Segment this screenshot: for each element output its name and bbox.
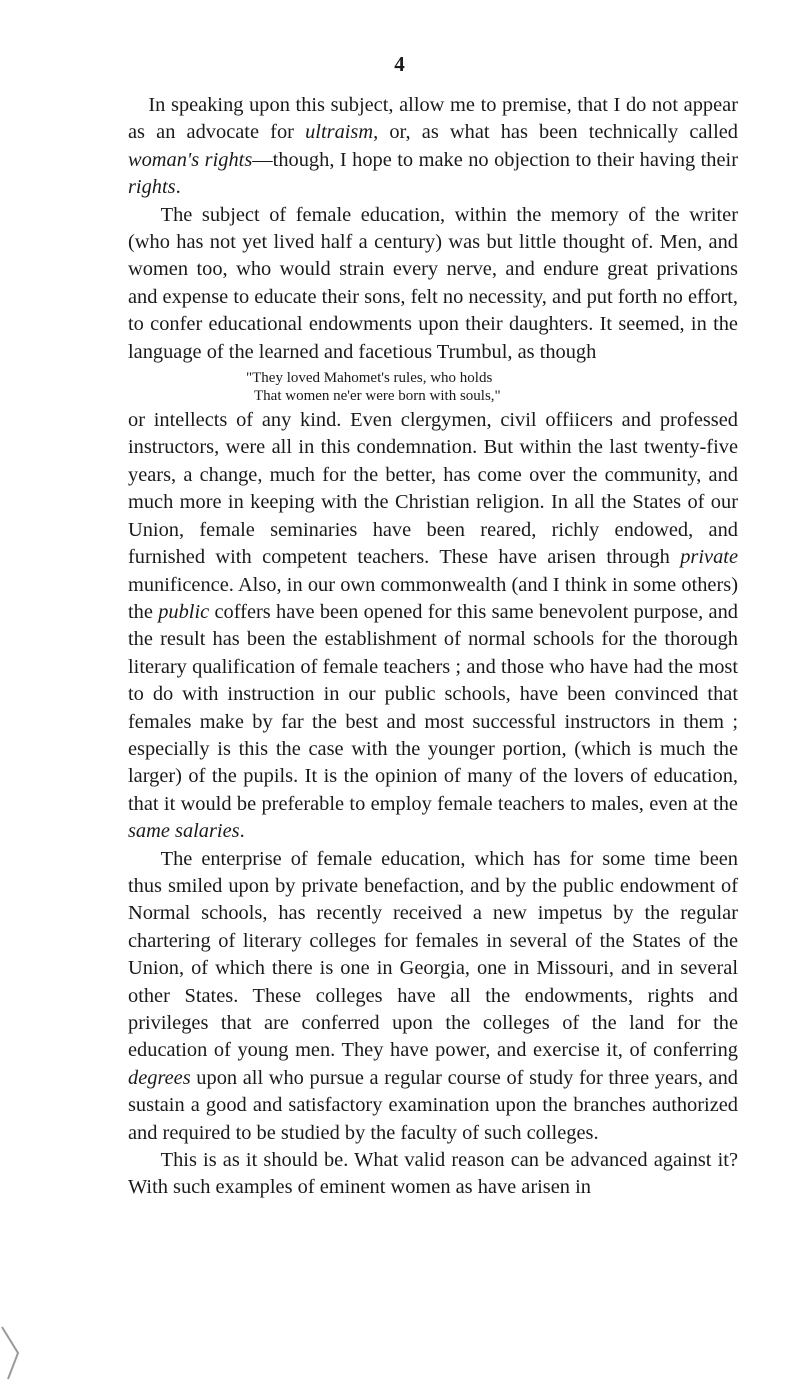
quote-line-2: That women ne'er were born with souls,"	[254, 388, 501, 405]
block-quote	[128, 369, 738, 405]
paragraph-intro: In speaking upon this subject, allow me to premise, that I do not appear as an advocate for ultraism, or, as what has been technically called woman's rights—though, I hope to make no objection to their having their rights.	[128, 94, 738, 199]
page-corner-mark	[0, 1323, 24, 1383]
italic-phrase: ultraism	[305, 121, 374, 144]
italic-phrase: rights	[128, 176, 176, 199]
italic-phrase: private	[680, 546, 738, 569]
paragraph-enterprise: The enterprise of female education, which has for some time been thus smiled upon by private benefaction, and by the public endowment of Normal schools, has recently received a new impetus by the regular chartering of literary colleges for females in several of the States of the Union, of which there is one in Georgia, one in Missouri, and in several other States. These colleges have all the endowments, rights and privileges that are conferred upon the colleges of the land for the education of young men. They have power, and exercise it, of conferring degrees upon all who pursue a regular course of study for three years, and sustain a good and satisfactory examination upon the branches authorized and required to be studied by the faculty of such colleges.	[128, 847, 738, 1144]
page-number: 4	[394, 52, 406, 76]
body-text	[128, 92, 738, 1202]
paragraph-conclusion: This is as it should be. What valid reason can be advanced against it? With such examples of eminent women as have arisen in	[128, 1149, 738, 1199]
italic-phrase: public	[158, 600, 210, 623]
italic-phrase: same salaries	[128, 820, 240, 843]
italic-phrase: degrees	[128, 1066, 191, 1089]
paragraph-female-education-history: The subject of female education, within the memory of the writer (who has not yet lived half a century) was but little thought of. Men, and women too, who would strain every nerve, and endure great privations and expense to educate their sons, felt no necessity, and put forth no effort, to confer educational endowments upon their daughters. It seemed, in the language of the learned and facetious Trumbul, as though	[128, 203, 738, 363]
italic-phrase: woman's rights	[128, 148, 253, 171]
quote-line-1: "They loved Mahomet's rules, who holds	[246, 370, 493, 387]
paragraph-change: or intellects of any kind. Even clergymen, civil offiicers and professed instructors, were all in this condemnation. But within the last twenty-five years, a change, much for the better, has come over the community, and much more in keeping with the Christian religion. In all the States of our Union, female seminaries have been reared, richly endowed, and furnished with competent teachers. These have arisen through private munificence. Also, in our own commonwealth (and I think in some others) the public coffers have been opened for this same benevolent purpose, and the result has been the establishment of normal schools for the thorough literary qualification of female teachers ; and those who have had the most to do with instruction in our public schools, have been convinced that females make by far the best and most successful instructors in them ; especially is this the case with the younger portion, (which is much the larger) of the pupils. It is the opinion of many of the lovers of education, that it would be preferable to employ female teachers to males, even at the same salaries.	[128, 409, 738, 843]
